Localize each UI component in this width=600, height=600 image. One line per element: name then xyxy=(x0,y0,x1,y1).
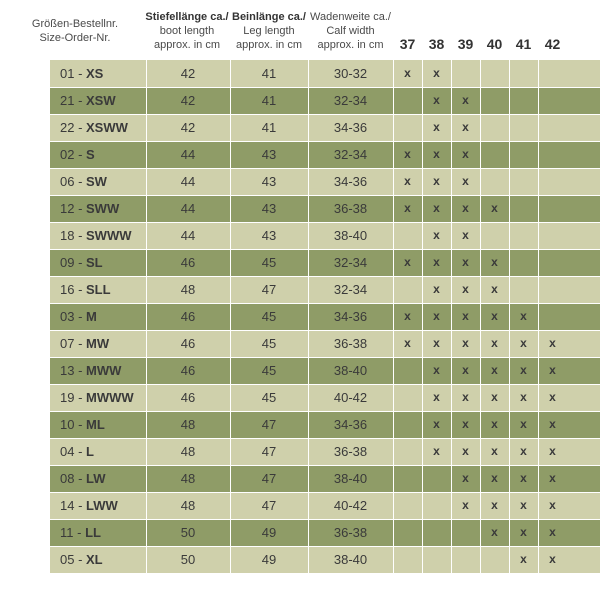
size-code: MW xyxy=(86,336,110,351)
availability-mark: x xyxy=(462,255,469,269)
size-code: S xyxy=(86,147,95,162)
table-row xyxy=(50,411,600,438)
availability-mark: x xyxy=(462,336,469,350)
table-row xyxy=(50,303,600,330)
availability-mark xyxy=(480,222,509,249)
size-order-cell xyxy=(60,114,152,141)
size-code: XSWW xyxy=(86,120,128,135)
row-divider xyxy=(50,384,600,385)
availability-mark: x xyxy=(549,444,556,458)
size-code: LWW xyxy=(86,498,118,513)
availability-mark: x xyxy=(520,417,527,431)
availability-mark xyxy=(538,195,567,222)
calf-width-cell: 36-38 xyxy=(333,201,368,216)
size-order-number: 11 - xyxy=(60,525,86,540)
row-divider xyxy=(50,411,600,412)
availability-mark: x xyxy=(433,363,440,377)
calf-width-cell: 36-38 xyxy=(333,444,368,459)
header-leg-length-line-1: Beinlänge ca./ xyxy=(232,11,306,23)
size-order-number: 16 - xyxy=(60,282,87,297)
calf-width-cell: 34-36 xyxy=(333,120,368,135)
availability-mark: x xyxy=(462,444,469,458)
row-divider xyxy=(50,438,600,439)
leg-length-cell: 49 xyxy=(261,525,277,540)
column-divider xyxy=(230,60,231,573)
size-order-cell xyxy=(60,195,152,222)
row-divider xyxy=(50,465,600,466)
availability-mark: x xyxy=(491,201,498,215)
size-order-cell xyxy=(60,222,152,249)
size-code: SL xyxy=(86,255,103,270)
size-order-number: 04 - xyxy=(60,444,87,459)
availability-mark xyxy=(393,465,422,492)
table-row xyxy=(50,465,600,492)
column-divider xyxy=(509,60,510,573)
size-table-body xyxy=(50,60,600,573)
size-order-cell xyxy=(60,87,152,114)
table-row xyxy=(50,519,600,546)
header-calf-width xyxy=(308,6,393,56)
header-leg-length-line-2: Leg length xyxy=(243,25,295,37)
column-divider xyxy=(422,60,423,573)
availability-mark: x xyxy=(462,309,469,323)
calf-width-cell: 34-36 xyxy=(333,417,368,432)
availability-mark: x xyxy=(404,66,411,80)
availability-mark: x xyxy=(549,552,556,566)
header-boot-length-line-3: approx. in cm xyxy=(153,39,221,51)
size-code: MWW xyxy=(86,363,122,378)
leg-length-cell: 47 xyxy=(261,444,277,459)
calf-width-cell: 32-34 xyxy=(333,282,368,297)
header-boot-length-line-1: Stiefellänge ca./ xyxy=(145,11,229,23)
size-order-number: 09 - xyxy=(60,255,87,270)
availability-mark xyxy=(538,222,567,249)
availability-mark xyxy=(509,114,538,141)
availability-mark xyxy=(393,546,422,573)
availability-mark xyxy=(480,168,509,195)
availability-mark xyxy=(451,519,480,546)
leg-length-cell: 43 xyxy=(261,174,277,189)
availability-mark xyxy=(480,87,509,114)
header-size-order-line-1: Größen-Bestellnr. xyxy=(31,18,119,30)
size-order-number: 02 - xyxy=(60,147,87,162)
availability-mark: x xyxy=(549,498,556,512)
header-calf-width-line-2: Calf width xyxy=(326,25,375,37)
size-order-cell xyxy=(60,330,152,357)
calf-width-cell: 32-34 xyxy=(333,147,368,162)
row-divider xyxy=(50,357,600,358)
availability-mark xyxy=(393,357,422,384)
boot-length-cell: 46 xyxy=(180,336,196,351)
availability-mark: x xyxy=(433,390,440,404)
row-divider xyxy=(50,492,600,493)
availability-mark xyxy=(393,276,422,303)
availability-mark xyxy=(393,384,422,411)
availability-mark xyxy=(509,249,538,276)
row-divider xyxy=(50,519,600,520)
availability-mark: x xyxy=(433,201,440,215)
shoe-size-header: 37 xyxy=(399,36,416,52)
availability-mark xyxy=(393,438,422,465)
size-order-number: 06 - xyxy=(60,174,87,189)
row-divider xyxy=(50,249,600,250)
availability-mark xyxy=(393,411,422,438)
leg-length-cell: 45 xyxy=(261,309,277,324)
availability-mark xyxy=(480,114,509,141)
availability-mark: x xyxy=(549,471,556,485)
availability-mark: x xyxy=(433,282,440,296)
calf-width-cell: 34-36 xyxy=(333,309,368,324)
table-row xyxy=(50,141,600,168)
leg-length-cell: 47 xyxy=(261,282,277,297)
row-divider xyxy=(50,114,600,115)
size-order-number: 19 - xyxy=(60,390,87,405)
size-code: XS xyxy=(86,66,104,81)
leg-length-cell: 41 xyxy=(261,93,277,108)
size-order-cell xyxy=(60,249,152,276)
availability-mark: x xyxy=(433,444,440,458)
availability-mark: x xyxy=(520,309,527,323)
size-code: L xyxy=(86,444,94,459)
availability-mark: x xyxy=(462,498,469,512)
availability-mark: x xyxy=(462,390,469,404)
row-divider xyxy=(50,546,600,547)
size-order-number: 10 - xyxy=(60,417,87,432)
availability-mark: x xyxy=(433,255,440,269)
availability-mark: x xyxy=(491,363,498,377)
availability-mark xyxy=(538,114,567,141)
header-boot-length xyxy=(144,6,230,56)
availability-mark: x xyxy=(462,201,469,215)
availability-mark xyxy=(509,168,538,195)
availability-mark xyxy=(393,87,422,114)
size-code: LL xyxy=(85,525,101,540)
size-order-number: 14 - xyxy=(60,498,87,513)
size-order-number: 13 - xyxy=(60,363,87,378)
availability-mark: x xyxy=(462,471,469,485)
availability-mark xyxy=(509,87,538,114)
availability-mark: x xyxy=(549,417,556,431)
availability-mark: x xyxy=(491,471,498,485)
size-order-cell xyxy=(60,168,152,195)
column-divider xyxy=(308,60,309,573)
size-code: SW xyxy=(86,174,107,189)
availability-mark xyxy=(509,276,538,303)
availability-mark: x xyxy=(520,336,527,350)
row-divider xyxy=(50,141,600,142)
table-row xyxy=(50,168,600,195)
availability-mark: x xyxy=(491,309,498,323)
availability-mark xyxy=(393,519,422,546)
availability-mark xyxy=(393,114,422,141)
boot-length-cell: 44 xyxy=(180,174,196,189)
header-size-order xyxy=(0,6,150,56)
leg-length-cell: 43 xyxy=(261,201,277,216)
availability-mark xyxy=(538,276,567,303)
leg-length-cell: 47 xyxy=(261,471,277,486)
row-divider xyxy=(50,303,600,304)
leg-length-cell: 45 xyxy=(261,390,277,405)
boot-length-cell: 48 xyxy=(180,282,196,297)
availability-mark: x xyxy=(491,390,498,404)
calf-width-cell: 38-40 xyxy=(333,228,368,243)
size-order-number: 21 - xyxy=(60,93,87,108)
availability-mark xyxy=(538,87,567,114)
size-order-cell xyxy=(60,276,152,303)
availability-mark: x xyxy=(520,471,527,485)
availability-mark: x xyxy=(491,336,498,350)
availability-mark xyxy=(538,60,567,87)
availability-mark xyxy=(451,60,480,87)
column-divider xyxy=(538,60,539,573)
shoe-size-header: 42 xyxy=(544,36,561,52)
size-order-number: 18 - xyxy=(60,228,87,243)
table-row xyxy=(50,249,600,276)
boot-length-cell: 42 xyxy=(180,93,196,108)
size-order-cell xyxy=(60,411,152,438)
header-calf-width-line-1: Wadenweite ca./ xyxy=(310,11,391,23)
leg-length-cell: 41 xyxy=(261,66,277,81)
header-size-order-line-2: Size-Order-Nr. xyxy=(39,32,111,44)
table-row xyxy=(50,330,600,357)
size-code: SLL xyxy=(86,282,111,297)
boot-length-cell: 48 xyxy=(180,498,196,513)
size-order-cell xyxy=(60,141,152,168)
availability-mark xyxy=(509,222,538,249)
shoe-size-header: 38 xyxy=(428,36,445,52)
calf-width-cell: 34-36 xyxy=(333,174,368,189)
availability-mark: x xyxy=(433,417,440,431)
availability-mark xyxy=(538,141,567,168)
size-order-cell xyxy=(60,303,152,330)
boot-length-cell: 44 xyxy=(180,201,196,216)
availability-mark: x xyxy=(404,336,411,350)
calf-width-cell: 40-42 xyxy=(333,498,368,513)
availability-mark: x xyxy=(462,147,469,161)
size-order-number: 05 - xyxy=(60,552,87,567)
availability-mark: x xyxy=(462,417,469,431)
size-code: XSW xyxy=(86,93,116,108)
size-order-cell xyxy=(60,465,152,492)
column-divider xyxy=(451,60,452,573)
calf-width-cell: 32-34 xyxy=(333,93,368,108)
calf-width-cell: 38-40 xyxy=(333,471,368,486)
row-divider xyxy=(50,330,600,331)
size-order-cell xyxy=(60,492,152,519)
availability-mark: x xyxy=(433,309,440,323)
size-order-cell xyxy=(60,384,152,411)
boot-length-cell: 46 xyxy=(180,390,196,405)
size-code: LW xyxy=(86,471,106,486)
leg-length-cell: 47 xyxy=(261,498,277,513)
availability-mark: x xyxy=(520,444,527,458)
availability-mark: x xyxy=(520,525,527,539)
availability-mark: x xyxy=(433,120,440,134)
size-code: M xyxy=(86,309,97,324)
header-leg-length-line-3: approx. in cm xyxy=(235,39,303,51)
availability-mark xyxy=(422,465,451,492)
size-code: SWWW xyxy=(86,228,132,243)
shoe-size-header: 40 xyxy=(486,36,503,52)
size-code: XL xyxy=(86,552,103,567)
availability-mark xyxy=(480,546,509,573)
availability-mark: x xyxy=(404,174,411,188)
availability-mark: x xyxy=(520,498,527,512)
row-divider xyxy=(50,222,600,223)
availability-mark xyxy=(509,195,538,222)
boot-length-cell: 44 xyxy=(180,228,196,243)
calf-width-cell: 38-40 xyxy=(333,552,368,567)
size-order-cell xyxy=(60,519,152,546)
availability-mark xyxy=(422,546,451,573)
header-boot-length-line-2: boot length xyxy=(159,25,215,37)
leg-length-cell: 45 xyxy=(261,336,277,351)
column-divider xyxy=(480,60,481,573)
table-row xyxy=(50,60,600,87)
leg-length-cell: 49 xyxy=(261,552,277,567)
availability-mark: x xyxy=(433,174,440,188)
table-row xyxy=(50,222,600,249)
availability-mark: x xyxy=(491,255,498,269)
boot-length-cell: 42 xyxy=(180,120,196,135)
size-code: MWWW xyxy=(86,390,134,405)
availability-mark: x xyxy=(520,363,527,377)
availability-mark: x xyxy=(520,390,527,404)
table-row xyxy=(50,195,600,222)
shoe-size-header: 41 xyxy=(515,36,532,52)
availability-mark: x xyxy=(491,444,498,458)
table-row xyxy=(50,114,600,141)
availability-mark: x xyxy=(404,309,411,323)
row-divider xyxy=(50,87,600,88)
availability-mark: x xyxy=(433,228,440,242)
leg-length-cell: 45 xyxy=(261,363,277,378)
boot-length-cell: 50 xyxy=(180,552,196,567)
size-order-number: 07 - xyxy=(60,336,87,351)
availability-mark xyxy=(538,303,567,330)
boot-length-cell: 44 xyxy=(180,147,196,162)
header-leg-length xyxy=(230,6,308,56)
column-divider xyxy=(146,60,147,573)
boot-length-cell: 48 xyxy=(180,417,196,432)
boot-length-cell: 50 xyxy=(180,525,196,540)
availability-mark: x xyxy=(433,66,440,80)
availability-mark: x xyxy=(404,147,411,161)
size-order-number: 03 - xyxy=(60,309,87,324)
size-code: SWW xyxy=(86,201,120,216)
boot-length-cell: 48 xyxy=(180,471,196,486)
availability-mark: x xyxy=(462,282,469,296)
availability-mark: x xyxy=(462,120,469,134)
row-divider xyxy=(50,168,600,169)
row-divider xyxy=(50,195,600,196)
table-row xyxy=(50,438,600,465)
size-order-number: 12 - xyxy=(60,201,87,216)
availability-mark: x xyxy=(462,228,469,242)
row-divider xyxy=(50,276,600,277)
calf-width-cell: 36-38 xyxy=(333,336,368,351)
availability-mark xyxy=(422,492,451,519)
availability-mark: x xyxy=(462,363,469,377)
leg-length-cell: 43 xyxy=(261,228,277,243)
availability-mark: x xyxy=(491,417,498,431)
table-row xyxy=(50,357,600,384)
availability-mark: x xyxy=(549,525,556,539)
availability-mark: x xyxy=(549,363,556,377)
availability-mark: x xyxy=(549,390,556,404)
availability-mark xyxy=(509,60,538,87)
availability-mark xyxy=(451,546,480,573)
size-order-number: 01 - xyxy=(60,66,87,81)
leg-length-cell: 43 xyxy=(261,147,277,162)
availability-mark xyxy=(422,519,451,546)
header-calf-width-line-3: approx. in cm xyxy=(317,39,384,51)
leg-length-cell: 45 xyxy=(261,255,277,270)
availability-mark: x xyxy=(462,174,469,188)
size-order-cell xyxy=(60,546,152,573)
availability-mark: x xyxy=(549,336,556,350)
leg-length-cell: 41 xyxy=(261,120,277,135)
availability-mark: x xyxy=(462,93,469,107)
size-order-cell xyxy=(60,60,152,87)
boot-length-cell: 46 xyxy=(180,363,196,378)
calf-width-cell: 38-40 xyxy=(333,363,368,378)
availability-mark xyxy=(480,60,509,87)
table-row xyxy=(50,492,600,519)
availability-mark: x xyxy=(491,498,498,512)
table-row xyxy=(50,546,600,573)
availability-mark: x xyxy=(491,282,498,296)
calf-width-cell: 40-42 xyxy=(333,390,368,405)
availability-mark: x xyxy=(433,336,440,350)
boot-length-cell: 46 xyxy=(180,255,196,270)
availability-mark xyxy=(538,168,567,195)
calf-width-cell: 36-38 xyxy=(333,525,368,540)
availability-mark: x xyxy=(404,201,411,215)
size-order-cell xyxy=(60,357,152,384)
boot-length-cell: 48 xyxy=(180,444,196,459)
boot-length-cell: 46 xyxy=(180,309,196,324)
size-order-number: 08 - xyxy=(60,471,87,486)
calf-width-cell: 30-32 xyxy=(333,66,368,81)
table-row xyxy=(50,384,600,411)
table-row xyxy=(50,87,600,114)
availability-mark xyxy=(480,141,509,168)
calf-width-cell: 32-34 xyxy=(333,255,368,270)
shoe-size-header: 39 xyxy=(457,36,474,52)
size-order-number: 22 - xyxy=(60,120,87,135)
availability-mark xyxy=(538,249,567,276)
size-order-cell xyxy=(60,438,152,465)
availability-mark: x xyxy=(404,255,411,269)
leg-length-cell: 47 xyxy=(261,417,277,432)
availability-mark xyxy=(393,492,422,519)
availability-mark xyxy=(509,141,538,168)
boot-length-cell: 42 xyxy=(180,66,196,81)
availability-mark: x xyxy=(491,525,498,539)
availability-mark: x xyxy=(520,552,527,566)
column-divider xyxy=(393,60,394,573)
availability-mark: x xyxy=(433,93,440,107)
size-code: ML xyxy=(86,417,105,432)
table-row xyxy=(50,276,600,303)
availability-mark xyxy=(393,222,422,249)
availability-mark: x xyxy=(433,147,440,161)
